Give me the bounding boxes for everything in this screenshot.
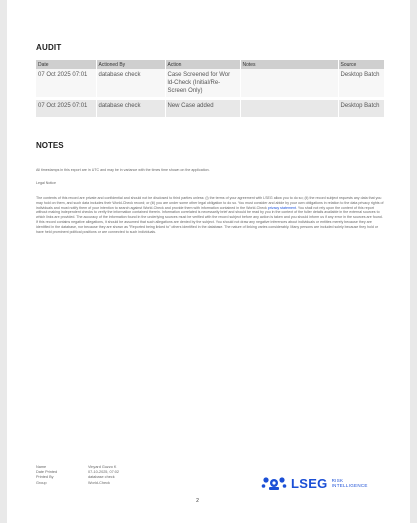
privacy-statement-link[interactable]: privacy statement xyxy=(267,205,296,210)
legal-text-part: The contents of this record are private and confidential and should not be disclosed to third parties unless: (i) the terms of your agreement with LSEG allow you to do so; (ii) the record subject requests any data that you may hold on them, and such data includes their World-Check record; or (iii) you are under some other legal obligation to do so. You must consider and abide by your own obligations in relation to the data privacy rights of individuals and must notify them of your intention to search against World-Check and provide them with information contained in the World-Check xyxy=(36,196,384,210)
meta-value: Vinyard Guzzo K xyxy=(88,465,117,469)
document-page xyxy=(7,0,410,523)
logo-subtitle xyxy=(332,478,368,488)
table-row xyxy=(36,100,384,117)
legal-notice-text xyxy=(36,196,384,234)
notes-heading: NOTES xyxy=(36,141,64,150)
column-header-actioned-by: Actioned By xyxy=(96,60,165,69)
lseg-logo xyxy=(261,474,368,492)
cell-notes xyxy=(240,69,338,97)
column-header-action: Action xyxy=(165,60,240,69)
cell-notes xyxy=(240,100,338,117)
audit-heading: AUDIT xyxy=(36,43,62,52)
lseg-emblem-icon xyxy=(261,474,287,492)
cell-actioned-by: database check xyxy=(96,100,165,117)
meta-row xyxy=(36,481,119,486)
meta-value: database check xyxy=(88,475,115,480)
cell-date: 07 Oct 2025 07:01 xyxy=(36,69,96,97)
column-header-date: Date xyxy=(36,60,96,69)
meta-label: Printed By xyxy=(36,475,54,480)
page-number: 2 xyxy=(196,498,199,504)
cell-actioned-by: database check xyxy=(96,69,165,97)
logo-subtitle-line: RISK xyxy=(331,478,344,483)
legal-text-part: . You shall not rely upon the content of this report without making independent checks to verify the information contained therein. Information correlated is necessarily brief and should be read by you in the context of the fuller details available in the external sources to which links are provided. The accuracy of the information found in the underlying sources must be verified with the record subject before any action is taken and you should inform us if any error in the sources are found. If this record contains negative allegations, it should be assumed that such allegations are denied by the subject. You should not draw any negative inferences about individuals or entities merely because they are identified in the database, nor because they are shown as "Reported being linked to" others identified in the database. The nature of linking varies considerably. Many persons are included solely because they hold or have held prominent political positions or are connected to such individuals. xyxy=(36,205,383,234)
audit-table xyxy=(36,60,385,117)
audit-header-row xyxy=(36,60,384,69)
meta-label: Name xyxy=(36,465,47,469)
table-row xyxy=(36,69,384,97)
print-metadata xyxy=(36,465,119,486)
cell-source: Desktop Batch xyxy=(338,69,384,97)
timestamp-note: All timestamps in this export are in UTC and may be in variance with the times time shown on the application. xyxy=(36,168,210,172)
logo-subtitle-line: INTELLIGENCE xyxy=(331,483,368,488)
legal-notice-heading: Legal Notice xyxy=(36,181,56,185)
meta-label: Date Printed xyxy=(36,470,58,475)
cell-source: Desktop Batch xyxy=(338,100,384,117)
meta-value: World-Check xyxy=(88,480,110,485)
cell-date: 07 Oct 2025 07:01 xyxy=(36,100,96,117)
column-header-notes: Notes xyxy=(240,60,338,69)
cell-action: New Case added xyxy=(165,100,240,117)
column-header-source: Source xyxy=(338,60,384,69)
cell-action: Case Screened for Wor ld-Check (Initial/Re-Screen Only) xyxy=(165,69,240,97)
meta-value: 07-10-2025, 07:02 xyxy=(88,470,120,475)
logo-wordmark: LSEG xyxy=(291,475,328,491)
meta-label: Group xyxy=(36,480,47,485)
